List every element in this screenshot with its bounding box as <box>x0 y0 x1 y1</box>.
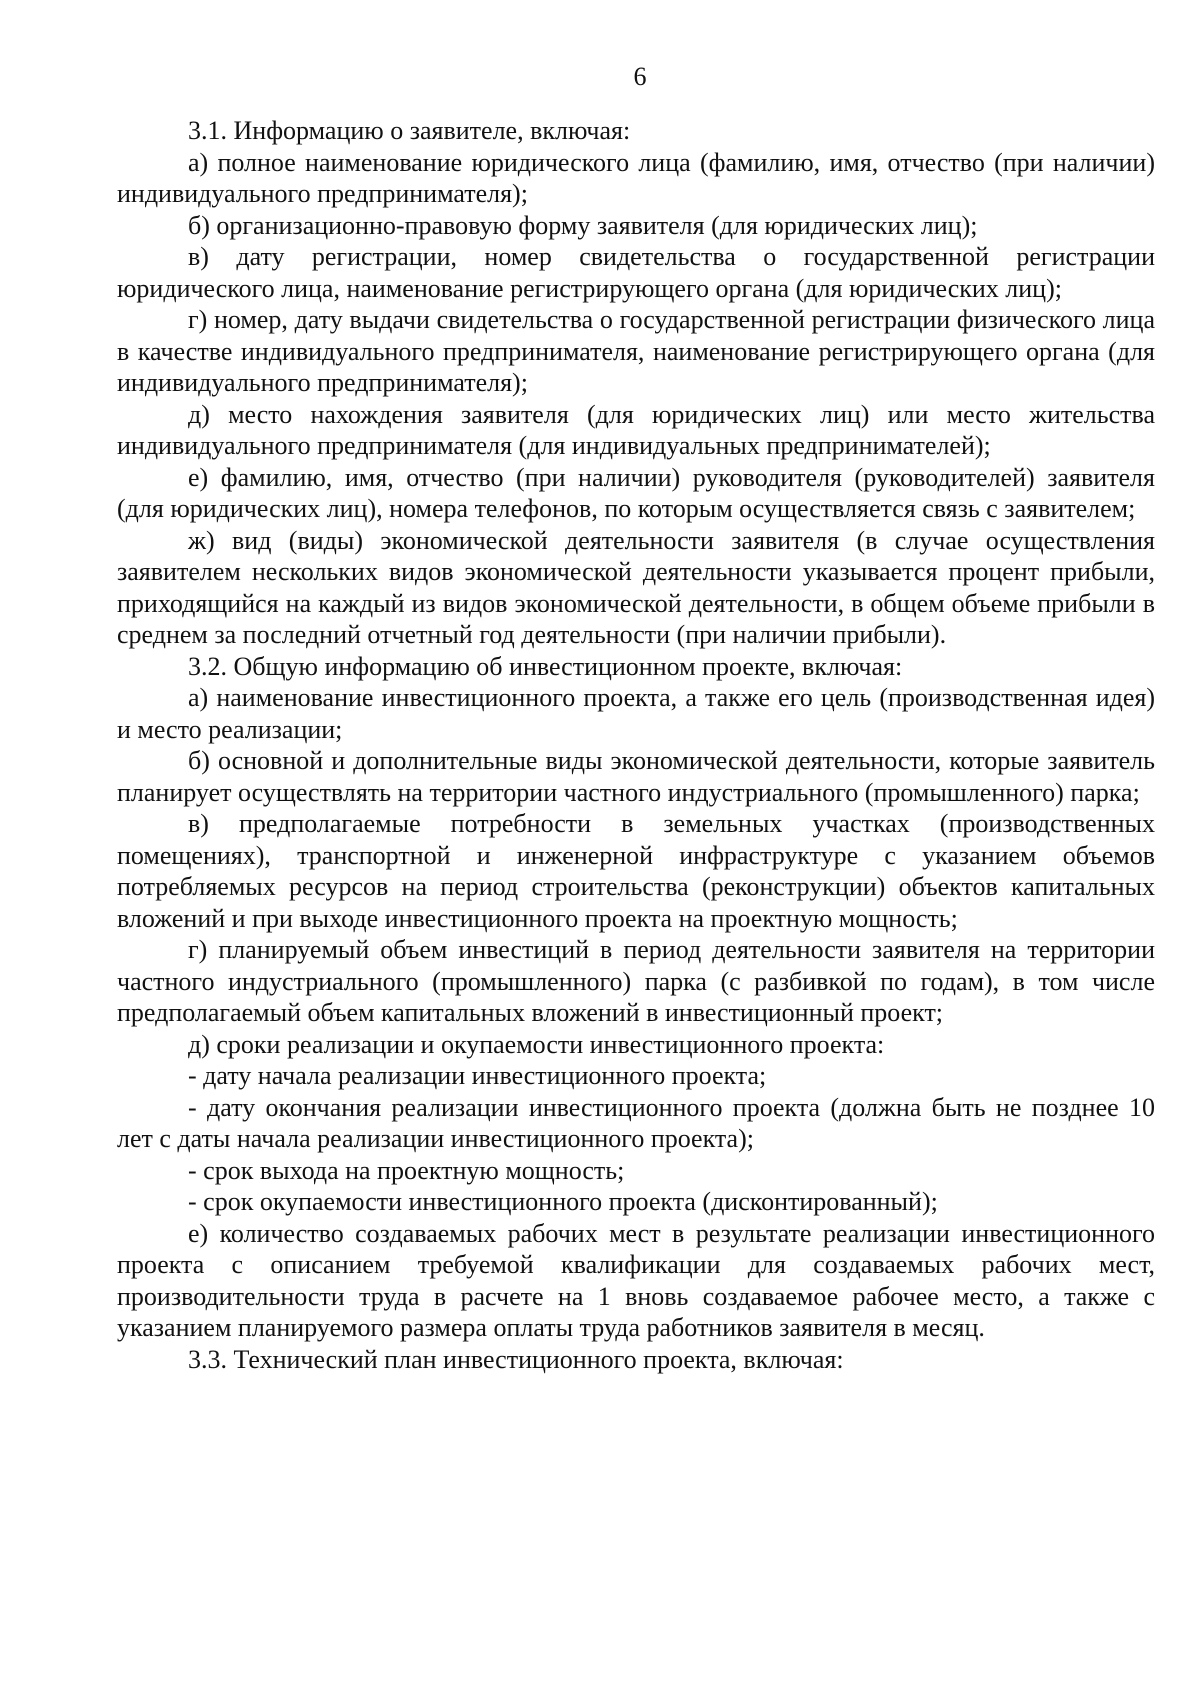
paragraph-3-2-a: а) наименование инвестиционного проекта, а также его цель (производственная идея) и место реализации; <box>117 683 1155 744</box>
list-item-end-date: - дату окончания реализации инвестиционного проекта (должна быть не позднее 10 лет с даты начала реализации инвестиционного проекта); <box>117 1092 1155 1153</box>
paragraph-3-1-e: е) фамилию, имя, отчество (при наличии) руководителя (руководителей) заявителя (для юридических лиц), номера телефонов, по которым осуществляется связь с заявителем; <box>117 462 1155 523</box>
paragraph-3-1-g: г) номер, дату выдачи свидетельства о государственной регистрации физического лица в качестве индивидуального предпринимателя, наименование регистрирующего органа (для индивидуального предпринимателя); <box>117 305 1155 397</box>
page-number: 6 <box>633 62 647 91</box>
list-item-payback-term: - срок окупаемости инвестиционного проекта (дисконтированный); <box>188 1187 938 1216</box>
paragraph-3-1-heading: 3.1. Информацию о заявителе, включая: <box>188 116 631 145</box>
paragraph-3-2-b: б) основной и дополнительные виды экономической деятельности, которые заявитель планирует осуществлять на территории частного индустриального (промышленного) парка; <box>117 746 1155 807</box>
paragraph-3-2-d: д) сроки реализации и окупаемости инвестиционного проекта: <box>188 1029 885 1059</box>
paragraph-3-1-a: а) полное наименование юридического лица (фамилию, имя, отчество (при наличии) индивидуального предпринимателя); <box>117 147 1155 208</box>
paragraph-3-1-zh: ж) вид (виды) экономической деятельности заявителя (в случае осуществления заявителем нескольких видов экономической деятельности указывается процент прибыли, приходящийся на каждый из видов экономической деятельности, в общем объеме прибыли в среднем за последний отчетный год деятельности (при наличии прибыли). <box>117 525 1155 649</box>
list-item-start-date: - дату начала реализации инвестиционного проекта; <box>188 1061 767 1090</box>
document-body <box>117 115 1155 1375</box>
list-item-capacity-term: - срок выхода на проектную мощность; <box>188 1155 625 1185</box>
paragraph-3-2-e: е) количество создаваемых рабочих мест в результате реализации инвестиционного проекта с описанием требуемой квалификации для создаваемых рабочих мест, производительности труда в расчете на 1 вновь создаваемое рабочее место, а также с указанием планируемого размера оплаты труда работников заявителя в месяц. <box>117 1218 1155 1342</box>
paragraph-3-2-g: г) планируемый объем инвестиций в период деятельности заявителя на территории частного индустриального (промышленного) парка (с разбивкой по годам), в том числе предполагаемый объем капитальных вложений в инвестиционный проект; <box>117 935 1155 1027</box>
paragraph-3-2-v: в) предполагаемые потребности в земельных участках (производственных помещениях), транспортной и инженерной инфраструктуре с указанием объемов потребляемых ресурсов на период строительства (реконструкции) объектов капитальных вложений и при выходе инвестиционного проекта на проектную мощность; <box>117 809 1155 933</box>
paragraph-3-1-d: д) место нахождения заявителя (для юридических лиц) или место жительства индивидуального предпринимателя (для индивидуальных предпринимателей); <box>117 399 1155 460</box>
paragraph-3-3-heading: 3.3. Технический план инвестиционного проекта, включая: <box>188 1344 844 1374</box>
paragraph-3-1-v: в) дату регистрации, номер свидетельства о государственной регистрации юридического лица, наименование регистрирующего органа (для юридических лиц); <box>117 242 1155 303</box>
paragraph-3-1-b: б) организационно-правовую форму заявителя (для юридических лиц); <box>188 210 978 240</box>
paragraph-3-2-heading: 3.2. Общую информацию об инвестиционном проекте, включая: <box>188 651 903 681</box>
